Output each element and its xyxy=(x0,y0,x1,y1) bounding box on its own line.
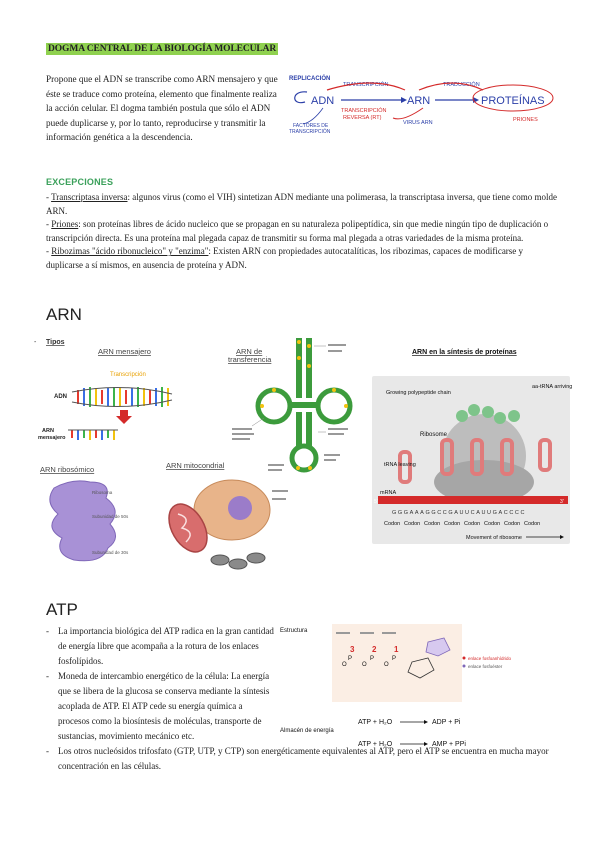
svg-text:-: - xyxy=(34,339,37,346)
mensajero-title: ARN mensajero xyxy=(98,347,151,356)
codon-label: Codon xyxy=(504,521,521,527)
atp-figure xyxy=(278,622,568,756)
transferencia-title-1: ARN de xyxy=(236,347,263,356)
svg-text:O: O xyxy=(384,662,389,668)
mitocondrial-title: ARN mitocondrial xyxy=(166,461,225,470)
node-adn: ADN xyxy=(311,95,335,107)
excepciones-list xyxy=(46,191,561,273)
atp-heading: ATP xyxy=(46,600,78,619)
estructura-label: Estructura xyxy=(280,628,308,634)
excepcion-term: Ribozimas "ácido ribonucleico" y "enzima" xyxy=(51,246,209,257)
arn-heading: ARN xyxy=(46,305,82,324)
five-prime: 5' xyxy=(374,499,378,505)
arnm-label-2: mensajero xyxy=(38,435,66,441)
svg-text:P: P xyxy=(392,656,397,662)
adn-label: ADN xyxy=(54,394,67,400)
page-title: DOGMA CENTRAL DE LA BIOLOGÍA MOLECULAR xyxy=(48,44,277,54)
tipos-label: Tipos xyxy=(46,339,65,346)
label-factores-2: TRANSCRIPCIÓN xyxy=(289,129,331,135)
legend-ester: enlace fosfoéster xyxy=(468,664,503,669)
label-replicacion: REPLICACIÓN xyxy=(289,76,331,82)
transferencia-title-2: transferencia xyxy=(228,355,272,364)
codon-label: Codon xyxy=(424,521,441,527)
eq1-left: ATP + H₂O xyxy=(358,719,393,726)
label-virus-arn: VIRUS ARN xyxy=(403,120,433,126)
mrna-label: mRNA xyxy=(380,490,397,496)
excepcion-term: Transcriptasa inversa xyxy=(51,192,128,202)
label-factores-1: FACTORES DE xyxy=(293,123,329,129)
label-rt-1: TRANSCRIPCIÓN xyxy=(341,108,387,114)
trna-leaving-label: tRNA leaving xyxy=(384,462,416,468)
legend-anhidrido: enlace fosfoanhídrido xyxy=(468,656,512,661)
arn-ribosomico-panel xyxy=(40,465,129,561)
codon-label: Codon xyxy=(524,521,541,527)
codon-label: Codon xyxy=(484,521,501,527)
svg-text:P: P xyxy=(348,656,353,662)
arn-mitocondrial-panel xyxy=(161,461,288,569)
intro-paragraph: Propone que el ADN se transcribe como ARN mensajero y que éste se traduce como proteína, elemento que finalmente realiza la acción celular. El dogma también postula que sólo el ADN puede duplicarse y, por lo tanto, reproducirse y transmitir la información genética a la descendencia. xyxy=(46,74,278,143)
label-transcripcion: TRANSCRIPCIÓN xyxy=(343,82,389,88)
ribosome-label: Ribosome xyxy=(420,432,448,438)
ribosomico-title: ARN ribosómico xyxy=(40,465,95,474)
excepcion-text: : Existen ARN con propiedades autocatalíticas, los ribozimas, capaces de modificarse y duplicarse a sí mismos, en ausencia de proteína y ADN. xyxy=(46,246,524,270)
excepcion-item: - Ribozimas "ácido ribonucleico" y "enzima": Existen ARN con propiedades autocatalíticas, los ribozimas, capaces de modificarse y duplicarse a sí mismos, en ausencia de proteína y ADN. xyxy=(46,246,524,270)
excepcion-text: : algunos virus (como el VIH) sintetizan ADN mediante una polimerasa, la transcriptasa inversa, que tiene como molde ARN. xyxy=(46,192,557,216)
label-traduccion: TRADUCCIÓN xyxy=(443,82,480,88)
codon-label: Codon xyxy=(464,521,481,527)
eq1-right: ADP + Pi xyxy=(432,719,461,726)
svg-text:O: O xyxy=(342,662,347,668)
node-arn: ARN xyxy=(407,95,431,107)
aa-trna-label: aa-tRNA arriving xyxy=(532,384,572,390)
movement-label: Movement of ribosome xyxy=(466,535,522,541)
growing-chain-label: Growing polypeptide chain xyxy=(386,390,451,396)
codon-label: Codon xyxy=(384,521,401,527)
almacen-label: Almacén de energía xyxy=(280,728,334,734)
svg-text:P: P xyxy=(370,656,375,662)
three-prime: 3' xyxy=(560,499,564,505)
node-proteinas: PROTEÍNAS xyxy=(481,95,545,107)
arn-transferencia-panel xyxy=(228,338,350,471)
arn-figure xyxy=(32,332,572,582)
arn-mensajero-panel xyxy=(38,347,172,441)
sintesis-title: ARN en la síntesis de proteínas xyxy=(412,349,517,356)
sub50-label: Subunidad de 50s xyxy=(92,514,129,519)
atp-list-item: - Los otros nucleósidos trifosfato (GTP, UTP, y CTP) son energéticamente equivalentes al ATP, pero el ATP se encuentra en mucha mayor concentración en las células. xyxy=(46,744,578,774)
atp-list-item: - La importancia biológica del ATP radica en la gran cantidad de energía libre que acompaña a la rotura de los enlaces fosfolípidos. xyxy=(46,624,276,669)
codon-label: Codon xyxy=(404,521,421,527)
sub30-label: Subunidad de 30s xyxy=(92,550,129,555)
excepcion-term: Priones xyxy=(51,219,79,230)
dogma-diagram xyxy=(283,72,573,138)
eq2-left: ATP + H₂O xyxy=(358,741,393,748)
phosphate-1: 1 xyxy=(394,645,399,654)
eq2-right: AMP + PPi xyxy=(432,741,466,748)
excepcion-item: - Transcriptasa inversa: algunos virus (como el VIH) sintetizan ADN mediante una polimerasa, la transcriptasa inversa, que tiene como molde ARN. xyxy=(46,192,557,216)
excepcion-text: : son proteínas libres de ácido nucleico que se propagan en su naturaleza polipeptídica, sin que medie ningún tipo de duplicación o transcripción directa. Es una proteína mal plegada capaz de transmitir su forma mal plegada a otras variedades de la misma proteína. xyxy=(46,219,549,243)
codon-label: Codon xyxy=(444,521,461,527)
excepciones-heading: EXCEPCIONES xyxy=(46,177,114,187)
arn-sintesis-panel xyxy=(372,349,572,544)
transcripcion-label: Transcripción xyxy=(110,372,146,378)
phosphate-3: 3 xyxy=(350,645,355,654)
excepcion-item: - Priones: son proteínas libres de ácido nucleico que se propagan en su naturaleza polipeptídica, sin que medie ningún tipo de duplicación o transcripción directa. Es una proteína mal plegada capaz de transmitir su forma mal plegada a otras variedades de la misma proteína. xyxy=(46,219,549,243)
atp-list-item: - Moneda de intercambio energético de la célula: La energía que se libera de la glucosa se conserva mediante la síntesis acoplada de ATP. El ATP cede su energía química a procesos como la biosíntesis de moléculas, transporte de sustancias, movimiento mecánico etc. xyxy=(46,669,276,744)
phosphate-2: 2 xyxy=(372,645,377,654)
label-priones: PRIONES xyxy=(513,117,538,123)
label-rt-2: REVERSA (RT) xyxy=(343,115,382,121)
arnm-label-1: ARN xyxy=(42,428,54,434)
mrna-sequence: GGGAAAGGCCGAUUCAUUGACCCC xyxy=(392,510,527,516)
ribosoma-label: Ribosoma xyxy=(92,490,113,495)
svg-text:O: O xyxy=(362,662,367,668)
